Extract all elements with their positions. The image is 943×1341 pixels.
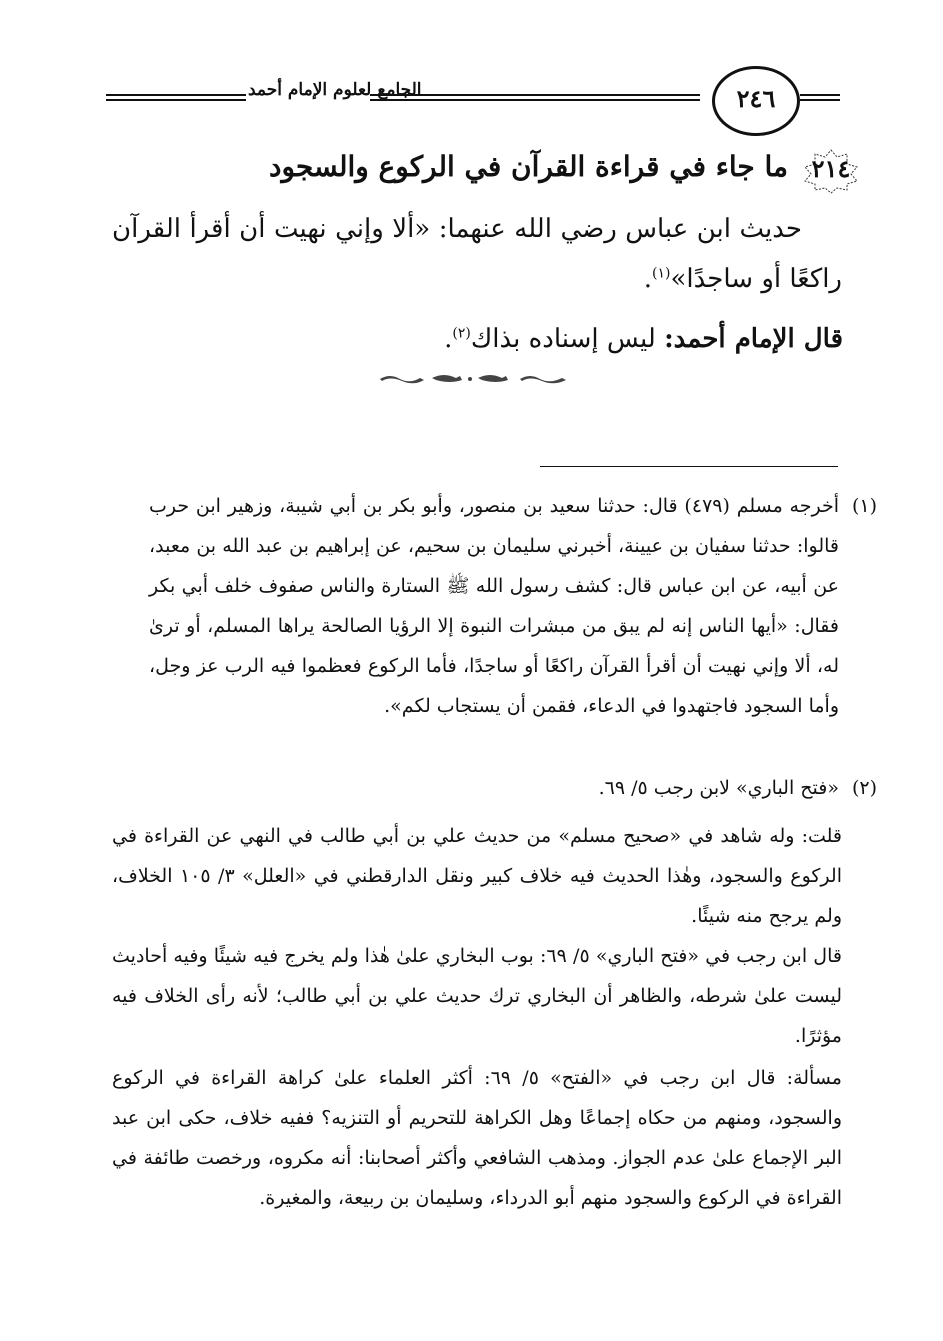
footnote-1-number: (١) [851, 495, 877, 517]
chapter-number: ٢١٤ [811, 154, 851, 183]
note-paragraph-1: قلت: وله شاهد في «صحيح مسلم» من حديث علي بن أبي طالب في النهي عن القراءة في الركوع والسجود، وهٰذا الحديث فيه خلاف كبير ونقل الدارقطني في «العلل» ٣/ ١٠٥ الخلاف، ولم يرجح منه شيئًا. [112, 825, 842, 927]
footnote-2 [149, 768, 877, 808]
hadith-paragraph [112, 204, 842, 304]
footnote-separator [540, 466, 838, 467]
header-rule-left [106, 94, 246, 101]
hadith-period: . [643, 264, 653, 294]
footnote-2-number: (٢) [851, 777, 877, 799]
note-paragraph-3: مسألة: قال ابن رجب في «الفتح» ٥/ ٦٩: أكثر العلماء علىٰ كراهة القراءة في الركوع والسجود، ومنهم من حكاه إجماعًا وهل الكراهة للتحريم أو التنزيه؟ ففيه خلاف، حكى ابن عبد البر الإجماع علىٰ عدم الجواز. ومذهب الشافعي وأكثر أصحابنا: أنه مكروه، ورخصت طائفة في القراءة في الركوع والسجود منهم أبو الدرداء، وسليمان بن ربيعة، والمغيرة. [112, 1067, 842, 1209]
running-title: الجامع لعلوم الإمام أحمد [248, 80, 422, 100]
chapter-heading [160, 148, 860, 198]
header-rule-middle [370, 94, 700, 101]
footnote-ref-2[interactable]: (٢) [452, 325, 471, 342]
section-divider-ornament [370, 370, 580, 386]
note-paragraph-2: قال ابن رجب في «فتح الباري» ٥/ ٦٩: بوب البخاري علىٰ هٰذا ولم يخرج فيه شيئًا وفيه أحاديث ليست علىٰ شرطه، والظاهر أن البخاري ترك حديث علي بن أبي طالب؛ لأنه رأى الخلاف فيه مؤثرًا. [112, 945, 842, 1047]
footnote-1 [149, 486, 877, 726]
hadith-text: حديث ابن عباس رضي الله عنهما: «ألا وإني نهيت أن أقرأ القرآن راكعًا أو ساجدًا» [112, 214, 842, 294]
page-number-badge [712, 66, 800, 136]
footnote-2-text: «فتح الباري» لابن رجب ٥/ ٦٩. [598, 777, 839, 799]
chapter-title: ما جاء في قراءة القرآن في الركوع والسجود [268, 150, 788, 183]
footnote-ref-1[interactable]: (١) [652, 265, 671, 282]
statement-text: ليس إسناده بذاك [470, 324, 665, 354]
header-rule-right [800, 94, 840, 101]
running-header [100, 62, 840, 132]
footnote-1-text: أخرجه مسلم (٤٧٩) قال: حدثنا سعيد بن منصور، وأبو بكر بن أبي شيبة، وزهير ابن حرب قالوا: حدثنا سفيان بن عيينة، أخبرني سليمان بن سحيم، عن إبراهيم بن عبد الله بن معبد، عن أبيه، عن ابن عباس قال: كشف رسول الله ﷺ الستارة والناس صفوف خلف أبي بكر فقال: «أيها الناس إنه لم يبق من مبشرات النبوة إلا الرؤيا الصالحة يراها المسلم، أو ترىٰ له، ألا وإني نهيت أن أقرأ القرآن راكعًا أو ساجدًا، فأما الركوع فعظموا فيه الرب عز وجل، وأما السجود فاجتهدوا في الدعاء، فقمن أن يستجاب لكم». [149, 495, 839, 717]
statement-period: . [444, 324, 453, 354]
statement-attribution: قال الإمام أحمد: [664, 324, 843, 354]
imam-ahmad-statement [143, 314, 843, 364]
page-number: ٢٤٦ [736, 84, 776, 113]
